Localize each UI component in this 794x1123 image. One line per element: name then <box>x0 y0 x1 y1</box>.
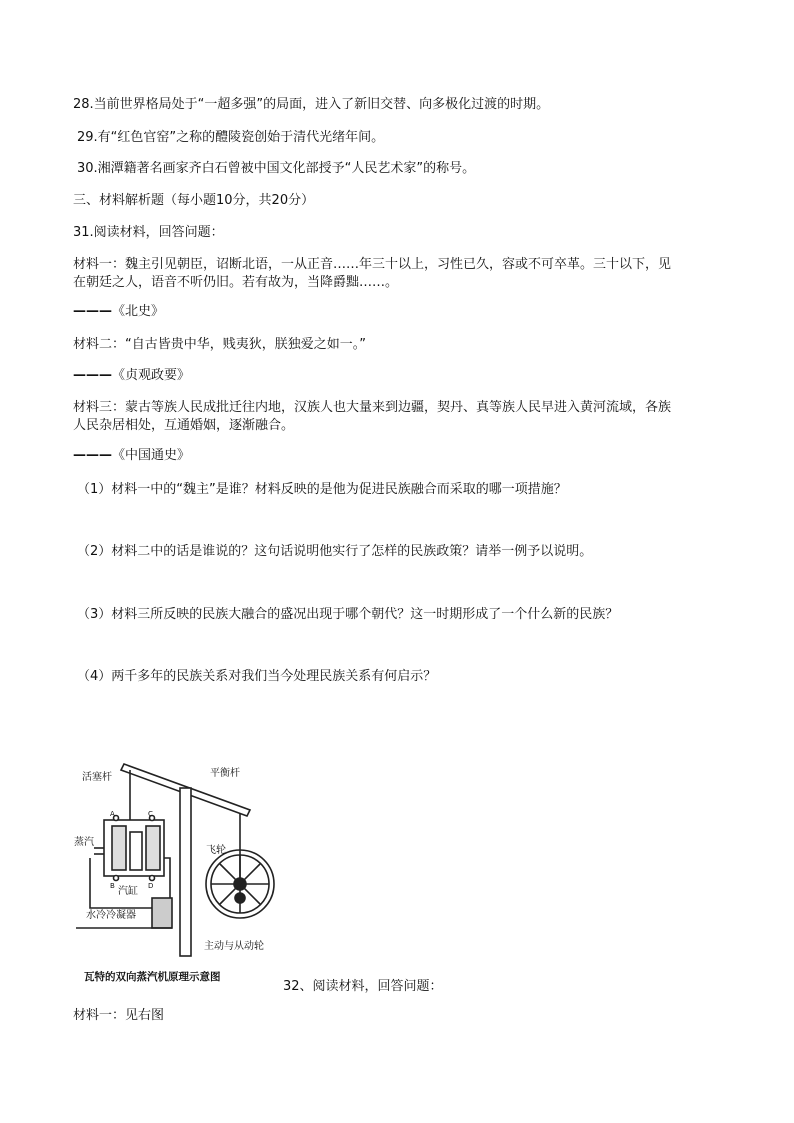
source-title: 《中国通史》 <box>112 448 191 463</box>
label-balance-beam: 平衡杆 <box>210 768 240 779</box>
sub-question-4: （4）两千多年的民族关系对我们当今处理民族关系有何启示？ <box>77 669 437 684</box>
section-3-heading: 三、材料解析题（每小题10分，共20分） <box>73 193 315 208</box>
sub-question-1: （1）材料一中的“魏主”是谁？材料反映的是他为促进民族融合而采取的哪一项措施？ <box>77 482 567 497</box>
label-steam: 蒸汽 <box>74 837 94 848</box>
steam-engine-svg <box>72 758 294 960</box>
source-dash: ——— <box>73 368 112 383</box>
label-valve-c: C <box>148 810 153 818</box>
source-dash: ——— <box>73 448 112 463</box>
source-dash: ——— <box>73 304 112 319</box>
material-3-source <box>73 447 190 465</box>
source-title: 《贞观政要》 <box>112 368 191 383</box>
material-3-line-2: 人民杂居相处，互通婚姻，逐渐融合。 <box>73 418 295 433</box>
label-valve-d: D <box>148 882 154 890</box>
question-32: 32、阅读材料，回答问题： <box>283 979 443 994</box>
figure-caption: 瓦特的双向蒸汽机原理示意图 <box>84 971 221 983</box>
steam-engine-diagram <box>72 758 294 960</box>
condenser-shape <box>152 898 172 928</box>
question-31: 31.阅读材料，回答问题： <box>73 225 224 240</box>
material-2: 材料二：“自古皆贵中华，贱夷狄，朕独爱之如一。” <box>73 337 366 352</box>
material-3-line-1: 材料三：蒙古等族人民成批迁往内地，汉族人也大量来到边疆，契丹、真等族人民早进入黄河流域，各族 <box>73 400 672 415</box>
question-30: 30.湘潭籍著名画家齐白石曾被中国文化部授予“人民艺术家”的称号。 <box>77 161 476 176</box>
material-1-line-2: 在朝廷之人，语音不听仍旧。若有故为，当降爵黜……。 <box>73 275 399 290</box>
sub-question-2: （2）材料二中的话是谁说的？这句话说明他实行了怎样的民族政策？请举一例予以说明。 <box>77 544 593 559</box>
label-condenser: 水冷冷凝器 <box>86 910 136 921</box>
label-gear: 主动与从动轮 <box>204 941 264 952</box>
material-2-source <box>73 367 190 385</box>
label-flywheel: 飞轮 <box>206 845 226 856</box>
label-valve-b: B <box>110 882 115 890</box>
source-title: 《北史》 <box>112 304 165 319</box>
question-28: 28.当前世界格局处于“一超多强”的局面，进入了新旧交替、向多极化过渡的时期。 <box>73 97 550 112</box>
label-valve-a: A <box>110 810 115 818</box>
sub-question-3: （3）材料三所反映的民族大融合的盛况出现于哪个朝代？这一时期形成了一个什么新的民族？ <box>77 607 619 622</box>
material-32-1: 材料一：见右图 <box>73 1008 165 1023</box>
question-29: 29.有“红色官窑”之称的醴陵瓷创始于清代光绪年间。 <box>77 130 385 145</box>
material-1-source <box>73 303 164 321</box>
post-shape <box>180 788 191 956</box>
label-piston-rod: 活塞杆 <box>82 772 112 783</box>
material-1-line-1: 材料一：魏主引见朝臣，诏断北语，一从正音……年三十以上，习性已久，容或不可卒革。三十以下，见 <box>73 257 672 272</box>
label-cylinder: 汽缸 <box>118 886 138 897</box>
